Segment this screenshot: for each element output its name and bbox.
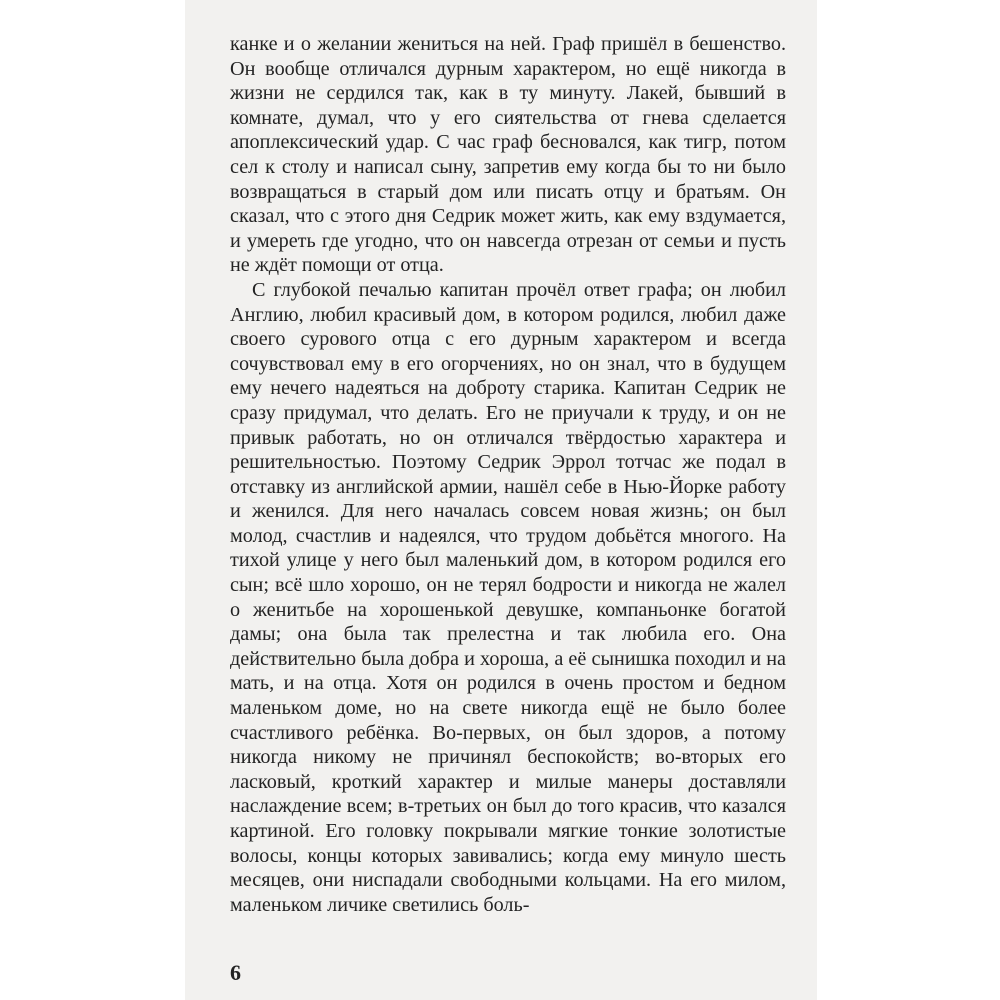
page-body-text (230, 32, 786, 917)
paragraph-2: С глубокой печалью капитан прочёл ответ графа; он любил Англию, любил красивый дом, в котором родился, любил даже своего сурового отца с его дурным характером и всегда сочувствовал ему в его огорчениях, но он знал, что в будущем ему нечего надеяться на доброту старика. Капитан Седрик не сразу придумал, что делать. Его не приучали к труду, и он не привык работать, но он отличался твёрдостью характера и решительностью. Поэтому Седрик Эррол тотчас же подал в отставку из английской армии, нашёл себе в Нью-Йорке работу и женился. Для него началась совсем новая жизнь; он был молод, счастлив и надеялся, что трудом добьётся многого. На тихой улице у него был маленький дом, в котором родился его сын; всё шло хорошо, он не терял бодрости и никогда не жалел о женитьбе на хорошенькой девушке, компаньонке богатой дамы; она была так прелестна и так любила его. Она действительно была добра и хороша, а её сынишка походил и на мать, и на отца. Хотя он родился в очень простом и бедном маленьком доме, но на свете никогда ещё не было более счастливого ребёнка. Во-первых, он был здоров, а потому никогда никому не причинял беспокойств; во-вторых его ласковый, кроткий характер и милые манеры доставляли наслаждение всем; в-третьих он был до того красив, что казался картиной. Его головку покрывали мягкие тонкие золотистые волосы, концы которых завивались; когда ему минуло шесть месяцев, они ниспадали свободными кольцами. На его милом, маленьком личике светились боль- (230, 278, 786, 916)
paragraph-1: канке и о желании жениться на ней. Граф пришёл в бешенство. Он вообще отличался дурным характером, но ещё никогда в жизни не сердился так, как в ту минуту. Лакей, бывший в комнате, думал, что у его сиятельства от гнева сделается апоплексический удар. С час граф бесновался, как тигр, потом сел к столу и написал сыну, запретив ему когда бы то ни было возвращаться в старый дом или писать отцу и братьям. Он сказал, что с этого дня Седрик может жить, как ему вздумается, и умереть где угодно, что он навсегда отрезан от семьи и пусть не ждёт помощи от отца. (230, 33, 786, 277)
page-number: 6 (230, 960, 241, 985)
